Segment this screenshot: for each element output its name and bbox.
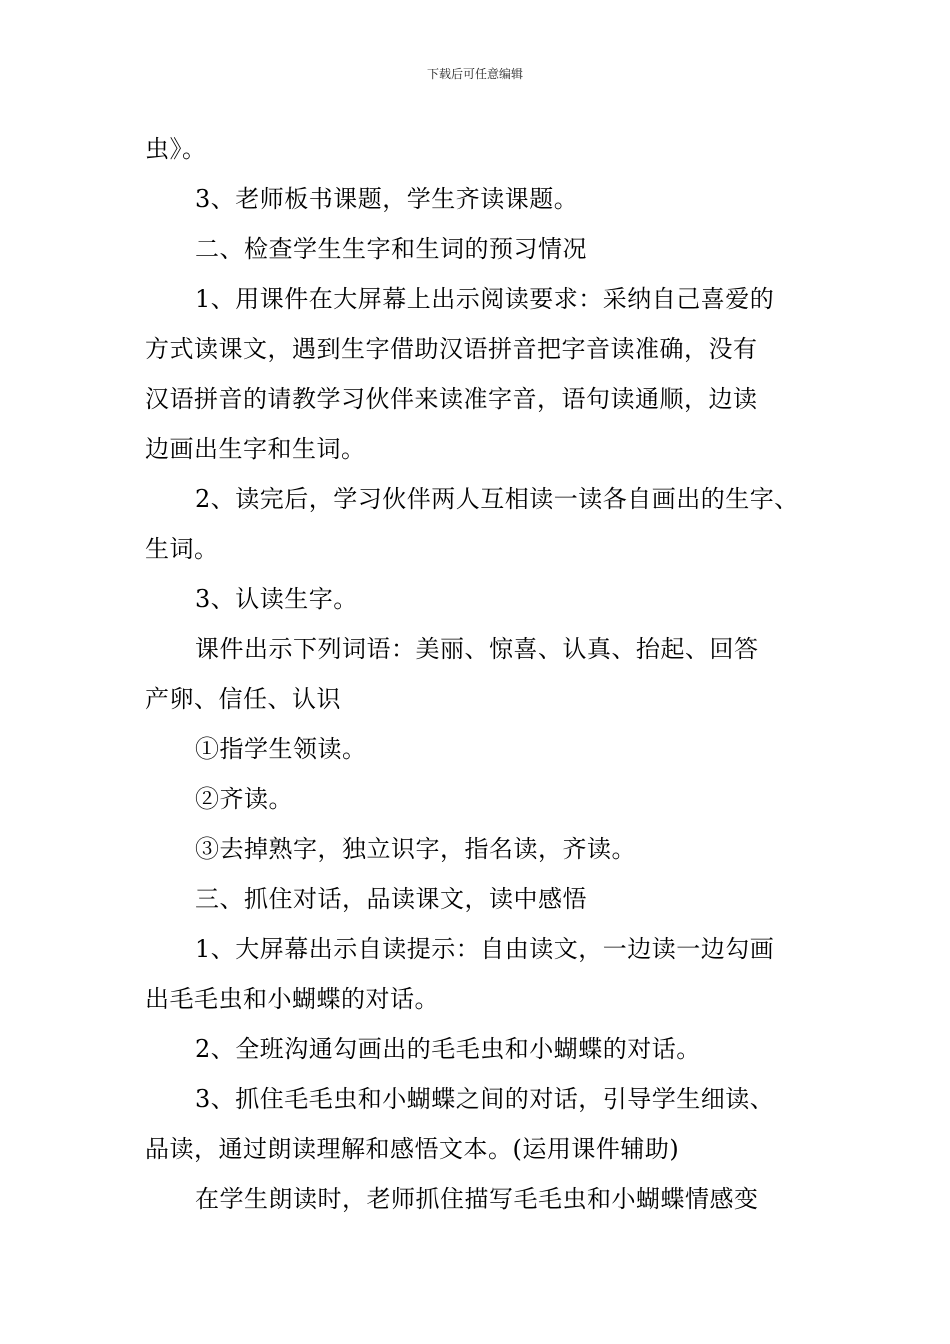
list-item: ②齐读。 [195,785,293,813]
list-item: ③去掉熟字，独立识字，指名读，齐读。 [195,835,636,863]
paragraph-line: 1、大屏幕出示自读提示：自由读文，一边读一边勾画 [195,935,775,963]
paragraph-line: 方式读课文，遇到生字借助汉语拼音把字音读准确，没有 [145,335,758,363]
paragraph-line: 3、抓住毛毛虫和小蝴蝶之间的对话，引导学生细读、 [195,1085,775,1113]
page-header: 下载后可任意编辑 [426,67,523,81]
paragraph-line: 边画出生字和生词。 [145,435,366,463]
paragraph-line: 2、全班沟通勾画出的毛毛虫和小蝴蝶的对话。 [195,1035,701,1063]
paragraph-line: 课件出示下列词语：美丽、惊喜、认真、抬起、回答 [195,635,759,663]
paragraph-line: 品读，通过朗读理解和感悟文本。(运用课件辅助) [145,1135,680,1163]
paragraph-line: 汉语拼音的请教学习伙伴来读准字音，语句读通顺，边读 [145,385,758,413]
paragraph-line: 3、认读生字。 [195,585,358,613]
paragraph-line: 生词。 [145,535,219,563]
paragraph-line: 在学生朗读时，老师抓住描写毛毛虫和小蝴蝶情感变 [195,1185,759,1213]
paragraph-line: 出毛毛虫和小蝴蝶的对话。 [145,985,439,1013]
paragraph-line: 1、用课件在大屏幕上出示阅读要求：采纳自己喜爱的 [195,285,775,313]
section-heading: 三、抓住对话，品读课文，读中感悟 [195,885,587,913]
paragraph-line: 虫》。 [145,135,207,163]
list-item: ①指学生领读。 [195,735,367,763]
paragraph-line: 产卵、信任、认识 [145,685,341,713]
section-heading: 二、检查学生生字和生词的预习情况 [195,235,587,263]
paragraph-line: 2、读完后，学习伙伴两人互相读一读各自画出的生字、 [195,485,799,513]
document-body [145,124,825,1224]
paragraph-line: 3、老师板书课题，学生齐读课题。 [195,185,579,213]
